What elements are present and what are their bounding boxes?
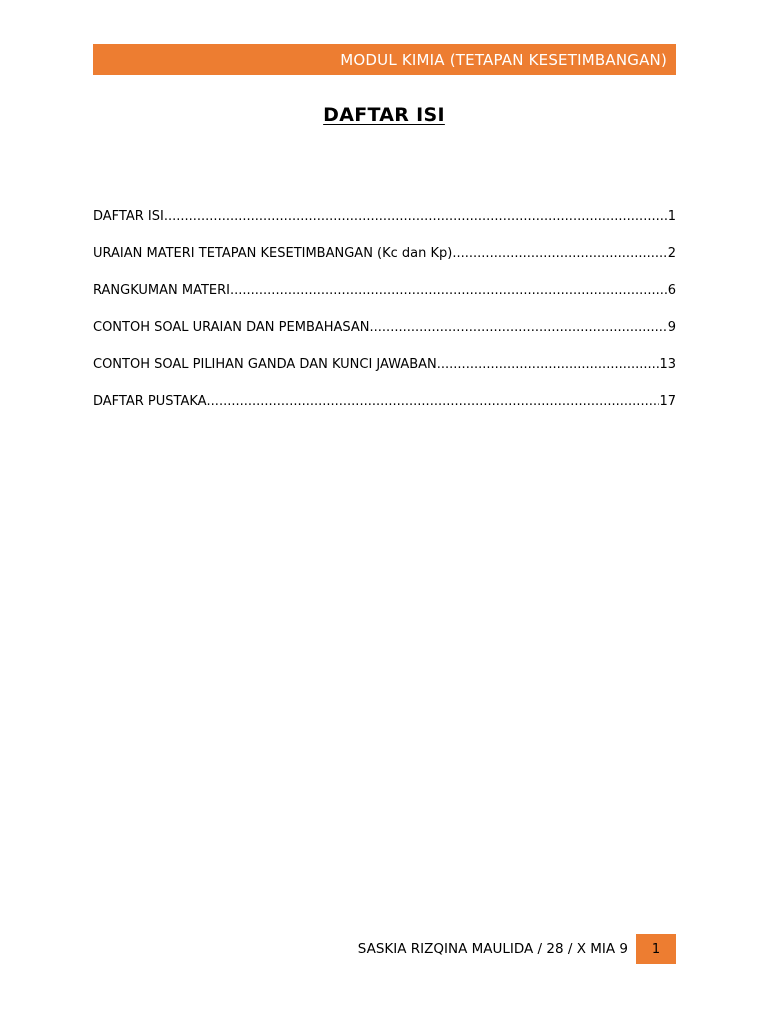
toc-entry[interactable] xyxy=(93,246,676,283)
toc-entry-page: 2 xyxy=(667,246,676,261)
toc-entry-page: 1 xyxy=(667,209,676,224)
toc-entry-label: RANGKUMAN MATERI xyxy=(93,283,230,298)
toc-entry[interactable] xyxy=(93,394,676,431)
toc-leader-dots xyxy=(437,357,660,372)
header-title: MODUL KIMIA (TETAPAN KESETIMBANGAN) xyxy=(340,50,667,69)
toc-entry[interactable] xyxy=(93,357,676,394)
footer xyxy=(0,934,676,964)
toc-entry-page: 17 xyxy=(659,394,676,409)
toc-entry[interactable] xyxy=(93,320,676,357)
footer-author: SASKIA RIZQINA MAULIDA / 28 / X MIA 9 xyxy=(357,941,628,957)
toc-entry-page: 9 xyxy=(667,320,676,335)
toc-entry[interactable] xyxy=(93,209,676,246)
toc-entry-page: 13 xyxy=(659,357,676,372)
toc-entry-label: DAFTAR ISI xyxy=(93,209,164,224)
toc-leader-dots xyxy=(370,320,668,335)
header-bar xyxy=(93,44,676,75)
toc-entry-label: CONTOH SOAL PILIHAN GANDA DAN KUNCI JAWABAN xyxy=(93,357,437,372)
page-number: 1 xyxy=(651,941,661,957)
toc-entry-label: URAIAN MATERI TETAPAN KESETIMBANGAN (Kc dan Kp) xyxy=(93,246,453,261)
toc-entry-label: DAFTAR PUSTAKA xyxy=(93,394,207,409)
table-of-contents xyxy=(93,209,676,431)
toc-leader-dots xyxy=(452,246,667,261)
toc-entry-label: CONTOH SOAL URAIAN DAN PEMBAHASAN xyxy=(93,320,370,335)
toc-entry[interactable] xyxy=(93,283,676,320)
toc-leader-dots xyxy=(207,394,660,409)
toc-leader-dots xyxy=(230,283,668,298)
page-number-badge xyxy=(636,934,676,964)
toc-leader-dots xyxy=(164,209,668,224)
toc-entry-page: 6 xyxy=(667,283,676,298)
page-title: DAFTAR ISI xyxy=(323,104,445,126)
